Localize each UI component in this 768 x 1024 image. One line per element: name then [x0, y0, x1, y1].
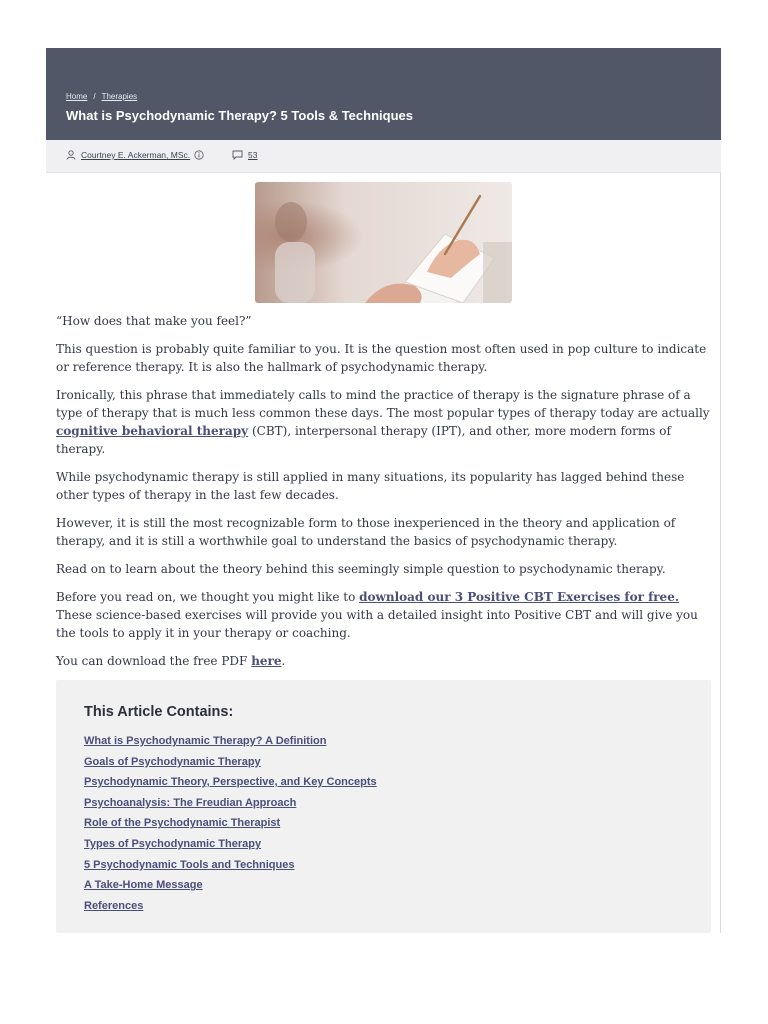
breadcrumb: [66, 92, 137, 101]
toc-link-tools[interactable]: 5 Psychodynamic Tools and Techniques: [84, 858, 295, 871]
download-pdf-link[interactable]: here: [251, 654, 282, 668]
paragraph-5: However, it is still the most recognizable form to those inexperienced in the theory and application of therapy, and it is still a worthwhile goal to understand the basics of psychodynamic therapy.: [56, 516, 676, 548]
article-meta-bar: [46, 140, 721, 173]
author-link[interactable]: Courtney E. Ackerman, MSc.: [81, 150, 191, 160]
list-item: [84, 817, 377, 838]
page-title: What is Psychodynamic Therapy? 5 Tools & Techniques: [66, 108, 413, 123]
comment-count-link[interactable]: 53: [248, 150, 258, 160]
comments-info: [232, 150, 257, 160]
paragraph-8-text-end: .: [281, 654, 286, 668]
paragraph-2: This question is probably quite familiar to you. It is the question most often used in pop culture to indicate or reference therapy. It is also the hallmark of psychodynamic therapy.: [56, 342, 707, 374]
toc-link-references[interactable]: References: [84, 899, 144, 912]
article-page: [46, 48, 721, 933]
comment-icon: [232, 150, 243, 160]
download-exercises-link[interactable]: download our 3 Positive CBT Exercises for free.: [359, 590, 680, 604]
list-item: [84, 756, 377, 777]
list-item: [84, 797, 377, 818]
paragraph-3-text-end: (CBT), interpersonal therapy (IPT), and other, more modern forms of therapy.: [56, 424, 671, 456]
list-item: [84, 900, 377, 921]
toc-link-takehome[interactable]: A Take-Home Message: [84, 879, 203, 892]
list-item: [84, 879, 377, 900]
article-content: [56, 312, 711, 680]
toc-link-role[interactable]: Role of the Psychodynamic Therapist: [84, 817, 281, 830]
article-header: [46, 48, 721, 140]
toc-link-psychoanalysis[interactable]: Psychoanalysis: The Freudian Approach: [84, 796, 297, 809]
paragraph-4: While psychodynamic therapy is still applied in many situations, its popularity has lagged behind these other types of therapy in the last few decades.: [56, 470, 685, 502]
person-icon: [66, 150, 76, 160]
toc-link-definition[interactable]: What is Psychodynamic Therapy? A Definition: [84, 735, 327, 747]
list-item: [84, 859, 377, 880]
list-item: [84, 838, 377, 859]
toc-link-theory[interactable]: Psychodynamic Theory, Perspective, and Key Concepts: [84, 776, 377, 789]
paragraph-1: “How does that make you feel?”: [56, 314, 252, 328]
paragraph-8: [56, 652, 711, 670]
paragraph-7-text: Before you read on, we thought you might like to: [56, 590, 360, 604]
paragraph-3: [56, 386, 711, 458]
author-info: [66, 150, 204, 160]
breadcrumb-home-link[interactable]: Home: [66, 92, 88, 101]
toc-link-goals[interactable]: Goals of Psychodynamic Therapy: [84, 755, 261, 768]
paragraph-7-text-end: These science-based exercises will provide you with a detailed insight into Positive CBT and will give you the tools to apply it in your therapy or coaching.: [56, 608, 698, 640]
info-icon[interactable]: [194, 150, 204, 160]
list-item: [84, 776, 377, 797]
toc-title: This Article Contains:: [84, 704, 234, 720]
table-of-contents: [56, 680, 711, 933]
toc-link-types[interactable]: Types of Psychodynamic Therapy: [84, 837, 262, 850]
paragraph-8-text: You can download the free PDF: [56, 654, 252, 668]
paragraph-7: [56, 588, 711, 642]
breadcrumb-therapies-link[interactable]: Therapies: [101, 92, 138, 101]
breadcrumb-separator: /: [93, 92, 96, 101]
toc-list: [84, 735, 377, 920]
list-item: [84, 735, 377, 756]
paragraph-6: Read on to learn about the theory behind this seemingly simple question to psychodynamic therapy.: [56, 562, 666, 576]
hero-image: [255, 182, 512, 303]
paragraph-3-text: Ironically, this phrase that immediately calls to mind the practice of therapy is the signature phrase of a type of therapy that is much less common these days. The most popular types of therapy today are actually: [56, 388, 710, 420]
cbt-link[interactable]: cognitive behavioral therapy: [56, 424, 249, 438]
